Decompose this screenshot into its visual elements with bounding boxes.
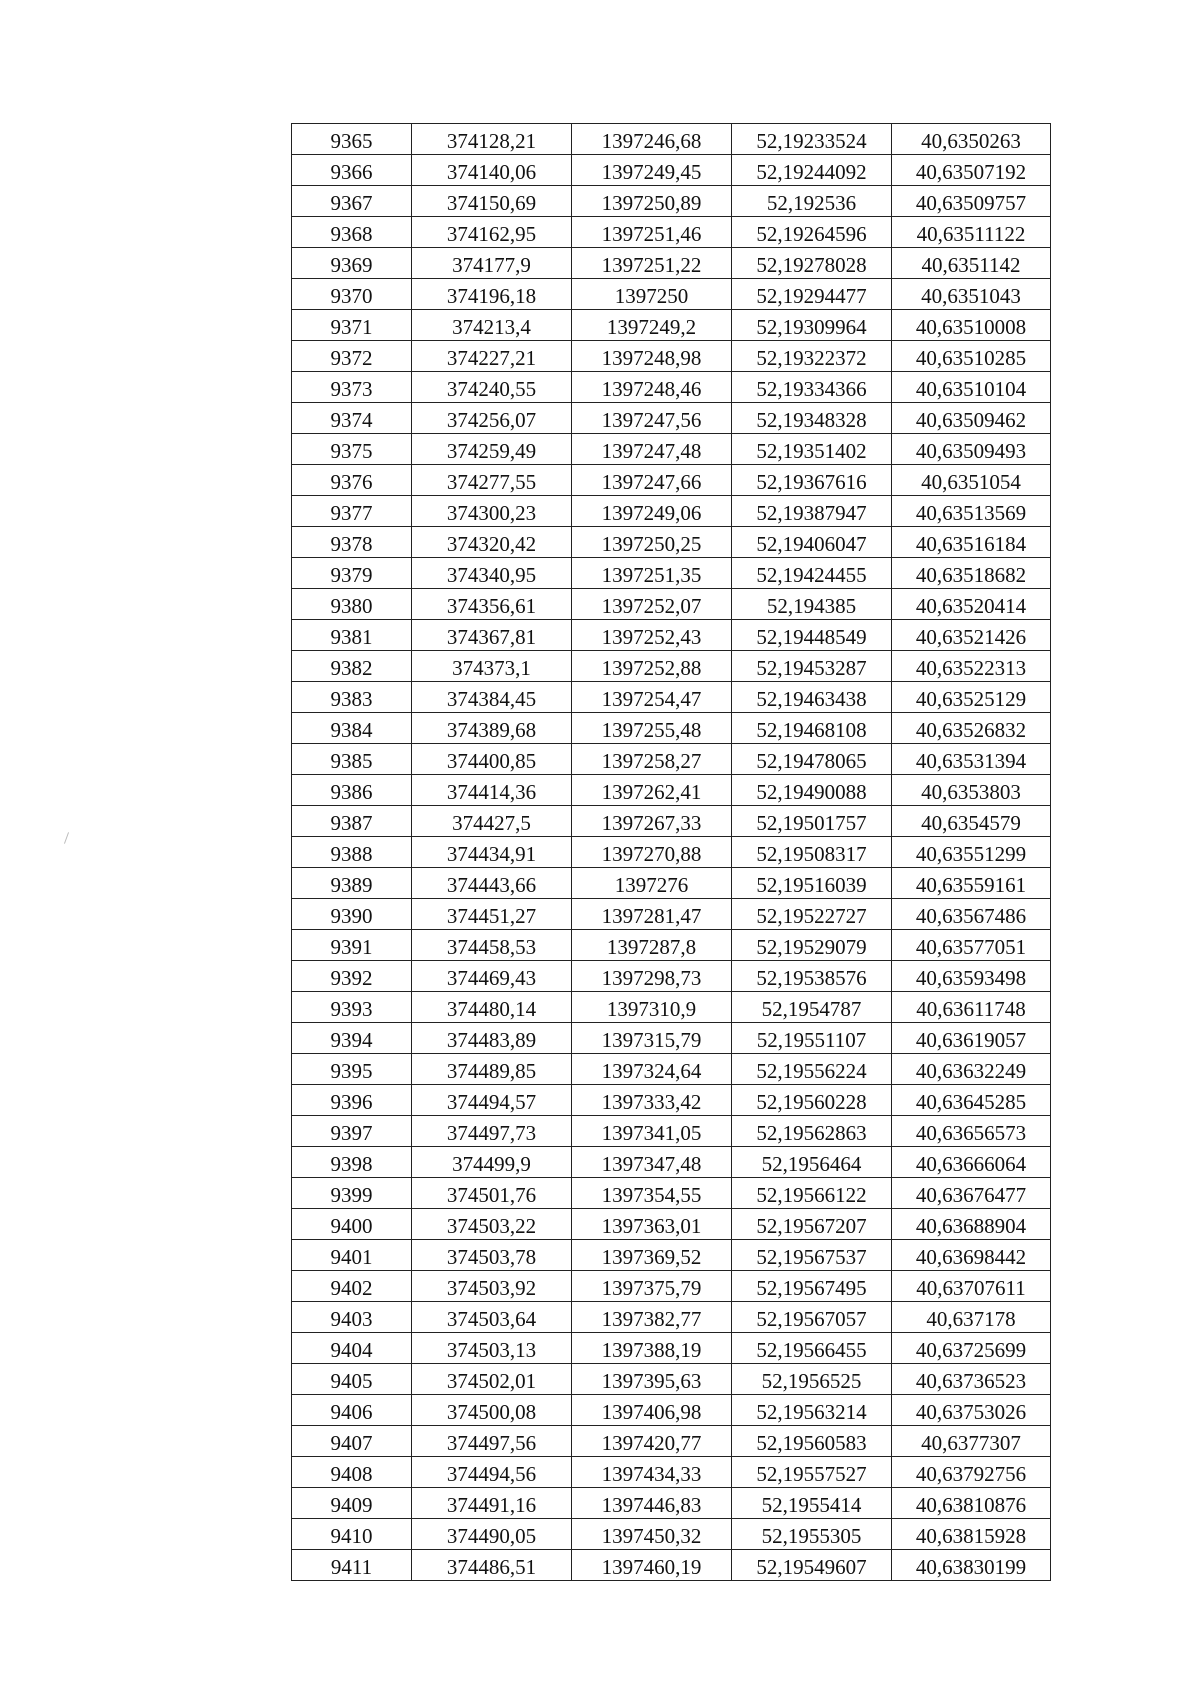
point-number-cell: 9378 <box>292 527 412 558</box>
latitude-cell: 52,19549607 <box>732 1550 892 1581</box>
point-number-cell: 9394 <box>292 1023 412 1054</box>
table-row <box>292 279 1051 310</box>
latitude-cell: 52,1954787 <box>732 992 892 1023</box>
longitude-cell: 40,63619057 <box>892 1023 1051 1054</box>
x-coordinate-cell: 374434,91 <box>412 837 572 868</box>
coordinates-table-body <box>292 124 1051 1581</box>
point-number-cell: 9374 <box>292 403 412 434</box>
table-row <box>292 1023 1051 1054</box>
point-number-cell: 9403 <box>292 1302 412 1333</box>
longitude-cell: 40,63509493 <box>892 434 1051 465</box>
latitude-cell: 52,19551107 <box>732 1023 892 1054</box>
point-number-cell: 9388 <box>292 837 412 868</box>
y-coordinate-cell: 1397252,88 <box>572 651 732 682</box>
table-row <box>292 1457 1051 1488</box>
x-coordinate-cell: 374486,51 <box>412 1550 572 1581</box>
longitude-cell: 40,63753026 <box>892 1395 1051 1426</box>
latitude-cell: 52,192536 <box>732 186 892 217</box>
y-coordinate-cell: 1397247,56 <box>572 403 732 434</box>
point-number-cell: 9400 <box>292 1209 412 1240</box>
y-coordinate-cell: 1397276 <box>572 868 732 899</box>
longitude-cell: 40,63516184 <box>892 527 1051 558</box>
point-number-cell: 9395 <box>292 1054 412 1085</box>
x-coordinate-cell: 374469,43 <box>412 961 572 992</box>
x-coordinate-cell: 374400,85 <box>412 744 572 775</box>
x-coordinate-cell: 374502,01 <box>412 1364 572 1395</box>
latitude-cell: 52,19490088 <box>732 775 892 806</box>
latitude-cell: 52,19463438 <box>732 682 892 713</box>
point-number-cell: 9409 <box>292 1488 412 1519</box>
point-number-cell: 9408 <box>292 1457 412 1488</box>
y-coordinate-cell: 1397270,88 <box>572 837 732 868</box>
point-number-cell: 9383 <box>292 682 412 713</box>
longitude-cell: 40,6353803 <box>892 775 1051 806</box>
latitude-cell: 52,19448549 <box>732 620 892 651</box>
point-number-cell: 9410 <box>292 1519 412 1550</box>
latitude-cell: 52,19560228 <box>732 1085 892 1116</box>
x-coordinate-cell: 374259,49 <box>412 434 572 465</box>
longitude-cell: 40,63526832 <box>892 713 1051 744</box>
point-number-cell: 9366 <box>292 155 412 186</box>
point-number-cell: 9404 <box>292 1333 412 1364</box>
y-coordinate-cell: 1397251,22 <box>572 248 732 279</box>
latitude-cell: 52,19508317 <box>732 837 892 868</box>
longitude-cell: 40,63698442 <box>892 1240 1051 1271</box>
latitude-cell: 52,19566455 <box>732 1333 892 1364</box>
latitude-cell: 52,1955305 <box>732 1519 892 1550</box>
y-coordinate-cell: 1397254,47 <box>572 682 732 713</box>
y-coordinate-cell: 1397252,43 <box>572 620 732 651</box>
table-row <box>292 1116 1051 1147</box>
longitude-cell: 40,6354579 <box>892 806 1051 837</box>
point-number-cell: 9377 <box>292 496 412 527</box>
table-row <box>292 651 1051 682</box>
point-number-cell: 9391 <box>292 930 412 961</box>
point-number-cell: 9381 <box>292 620 412 651</box>
x-coordinate-cell: 374501,76 <box>412 1178 572 1209</box>
table-row <box>292 1054 1051 1085</box>
x-coordinate-cell: 374499,9 <box>412 1147 572 1178</box>
y-coordinate-cell: 1397333,42 <box>572 1085 732 1116</box>
x-coordinate-cell: 374140,06 <box>412 155 572 186</box>
y-coordinate-cell: 1397251,35 <box>572 558 732 589</box>
latitude-cell: 52,19334366 <box>732 372 892 403</box>
latitude-cell: 52,19556224 <box>732 1054 892 1085</box>
y-coordinate-cell: 1397460,19 <box>572 1550 732 1581</box>
latitude-cell: 52,19538576 <box>732 961 892 992</box>
latitude-cell: 52,19264596 <box>732 217 892 248</box>
y-coordinate-cell: 1397310,9 <box>572 992 732 1023</box>
table-row <box>292 589 1051 620</box>
table-row <box>292 248 1051 279</box>
x-coordinate-cell: 374300,23 <box>412 496 572 527</box>
y-coordinate-cell: 1397249,06 <box>572 496 732 527</box>
table-row <box>292 310 1051 341</box>
longitude-cell: 40,6351142 <box>892 248 1051 279</box>
x-coordinate-cell: 374491,16 <box>412 1488 572 1519</box>
table-row <box>292 713 1051 744</box>
longitude-cell: 40,63510285 <box>892 341 1051 372</box>
point-number-cell: 9407 <box>292 1426 412 1457</box>
latitude-cell: 52,19529079 <box>732 930 892 961</box>
table-row <box>292 1178 1051 1209</box>
table-row <box>292 403 1051 434</box>
longitude-cell: 40,637178 <box>892 1302 1051 1333</box>
x-coordinate-cell: 374227,21 <box>412 341 572 372</box>
table-row <box>292 744 1051 775</box>
y-coordinate-cell: 1397251,46 <box>572 217 732 248</box>
table-row <box>292 465 1051 496</box>
latitude-cell: 52,19351402 <box>732 434 892 465</box>
y-coordinate-cell: 1397315,79 <box>572 1023 732 1054</box>
x-coordinate-cell: 374177,9 <box>412 248 572 279</box>
x-coordinate-cell: 374196,18 <box>412 279 572 310</box>
latitude-cell: 52,19563214 <box>732 1395 892 1426</box>
table-row <box>292 217 1051 248</box>
latitude-cell: 52,19367616 <box>732 465 892 496</box>
latitude-cell: 52,1955414 <box>732 1488 892 1519</box>
table-row <box>292 1395 1051 1426</box>
latitude-cell: 52,19501757 <box>732 806 892 837</box>
longitude-cell: 40,63725699 <box>892 1333 1051 1364</box>
longitude-cell: 40,63518682 <box>892 558 1051 589</box>
longitude-cell: 40,63509757 <box>892 186 1051 217</box>
longitude-cell: 40,6377307 <box>892 1426 1051 1457</box>
longitude-cell: 40,6351054 <box>892 465 1051 496</box>
y-coordinate-cell: 1397446,83 <box>572 1488 732 1519</box>
table-row <box>292 434 1051 465</box>
latitude-cell: 52,19567537 <box>732 1240 892 1271</box>
longitude-cell: 40,63510104 <box>892 372 1051 403</box>
point-number-cell: 9385 <box>292 744 412 775</box>
y-coordinate-cell: 1397420,77 <box>572 1426 732 1457</box>
y-coordinate-cell: 1397250,25 <box>572 527 732 558</box>
y-coordinate-cell: 1397249,2 <box>572 310 732 341</box>
latitude-cell: 52,19309964 <box>732 310 892 341</box>
point-number-cell: 9370 <box>292 279 412 310</box>
point-number-cell: 9396 <box>292 1085 412 1116</box>
y-coordinate-cell: 1397258,27 <box>572 744 732 775</box>
longitude-cell: 40,63510008 <box>892 310 1051 341</box>
table-row <box>292 1333 1051 1364</box>
longitude-cell: 40,63611748 <box>892 992 1051 1023</box>
point-number-cell: 9384 <box>292 713 412 744</box>
y-coordinate-cell: 1397248,98 <box>572 341 732 372</box>
latitude-cell: 52,1956525 <box>732 1364 892 1395</box>
table-row <box>292 899 1051 930</box>
x-coordinate-cell: 374150,69 <box>412 186 572 217</box>
table-row <box>292 1426 1051 1457</box>
latitude-cell: 52,19567207 <box>732 1209 892 1240</box>
longitude-cell: 40,63531394 <box>892 744 1051 775</box>
x-coordinate-cell: 374489,85 <box>412 1054 572 1085</box>
table-row <box>292 868 1051 899</box>
x-coordinate-cell: 374373,1 <box>412 651 572 682</box>
x-coordinate-cell: 374497,73 <box>412 1116 572 1147</box>
longitude-cell: 40,63521426 <box>892 620 1051 651</box>
latitude-cell: 52,1956464 <box>732 1147 892 1178</box>
latitude-cell: 52,19516039 <box>732 868 892 899</box>
y-coordinate-cell: 1397369,52 <box>572 1240 732 1271</box>
point-number-cell: 9390 <box>292 899 412 930</box>
longitude-cell: 40,63567486 <box>892 899 1051 930</box>
x-coordinate-cell: 374414,36 <box>412 775 572 806</box>
longitude-cell: 40,63507192 <box>892 155 1051 186</box>
table-row <box>292 775 1051 806</box>
x-coordinate-cell: 374277,55 <box>412 465 572 496</box>
x-coordinate-cell: 374503,64 <box>412 1302 572 1333</box>
longitude-cell: 40,63593498 <box>892 961 1051 992</box>
point-number-cell: 9382 <box>292 651 412 682</box>
y-coordinate-cell: 1397298,73 <box>572 961 732 992</box>
y-coordinate-cell: 1397255,48 <box>572 713 732 744</box>
longitude-cell: 40,63551299 <box>892 837 1051 868</box>
y-coordinate-cell: 1397434,33 <box>572 1457 732 1488</box>
latitude-cell: 52,19562863 <box>732 1116 892 1147</box>
table-row <box>292 341 1051 372</box>
y-coordinate-cell: 1397363,01 <box>572 1209 732 1240</box>
x-coordinate-cell: 374494,57 <box>412 1085 572 1116</box>
latitude-cell: 52,19567057 <box>732 1302 892 1333</box>
x-coordinate-cell: 374213,4 <box>412 310 572 341</box>
longitude-cell: 40,63810876 <box>892 1488 1051 1519</box>
table-row <box>292 1085 1051 1116</box>
x-coordinate-cell: 374240,55 <box>412 372 572 403</box>
latitude-cell: 52,19406047 <box>732 527 892 558</box>
longitude-cell: 40,63830199 <box>892 1550 1051 1581</box>
longitude-cell: 40,63645285 <box>892 1085 1051 1116</box>
x-coordinate-cell: 374494,56 <box>412 1457 572 1488</box>
table-row <box>292 806 1051 837</box>
latitude-cell: 52,19387947 <box>732 496 892 527</box>
y-coordinate-cell: 1397248,46 <box>572 372 732 403</box>
stray-scan-mark <box>64 832 69 844</box>
point-number-cell: 9379 <box>292 558 412 589</box>
longitude-cell: 40,63707611 <box>892 1271 1051 1302</box>
point-number-cell: 9393 <box>292 992 412 1023</box>
longitude-cell: 40,63736523 <box>892 1364 1051 1395</box>
table-row <box>292 1240 1051 1271</box>
latitude-cell: 52,19478065 <box>732 744 892 775</box>
point-number-cell: 9399 <box>292 1178 412 1209</box>
table-row <box>292 1550 1051 1581</box>
table-row <box>292 1147 1051 1178</box>
table-row <box>292 155 1051 186</box>
longitude-cell: 40,63525129 <box>892 682 1051 713</box>
y-coordinate-cell: 1397250,89 <box>572 186 732 217</box>
point-number-cell: 9365 <box>292 124 412 155</box>
table-row <box>292 1364 1051 1395</box>
y-coordinate-cell: 1397252,07 <box>572 589 732 620</box>
y-coordinate-cell: 1397246,68 <box>572 124 732 155</box>
x-coordinate-cell: 374340,95 <box>412 558 572 589</box>
point-number-cell: 9371 <box>292 310 412 341</box>
y-coordinate-cell: 1397395,63 <box>572 1364 732 1395</box>
x-coordinate-cell: 374497,56 <box>412 1426 572 1457</box>
y-coordinate-cell: 1397341,05 <box>572 1116 732 1147</box>
table-row <box>292 930 1051 961</box>
table-row <box>292 558 1051 589</box>
point-number-cell: 9401 <box>292 1240 412 1271</box>
point-number-cell: 9373 <box>292 372 412 403</box>
x-coordinate-cell: 374356,61 <box>412 589 572 620</box>
latitude-cell: 52,19424455 <box>732 558 892 589</box>
longitude-cell: 40,63632249 <box>892 1054 1051 1085</box>
point-number-cell: 9376 <box>292 465 412 496</box>
latitude-cell: 52,19566122 <box>732 1178 892 1209</box>
x-coordinate-cell: 374367,81 <box>412 620 572 651</box>
longitude-cell: 40,63656573 <box>892 1116 1051 1147</box>
y-coordinate-cell: 1397281,47 <box>572 899 732 930</box>
point-number-cell: 9397 <box>292 1116 412 1147</box>
point-number-cell: 9367 <box>292 186 412 217</box>
table-row <box>292 1519 1051 1550</box>
y-coordinate-cell: 1397247,66 <box>572 465 732 496</box>
latitude-cell: 52,19468108 <box>732 713 892 744</box>
y-coordinate-cell: 1397354,55 <box>572 1178 732 1209</box>
table-row <box>292 1209 1051 1240</box>
x-coordinate-cell: 374480,14 <box>412 992 572 1023</box>
x-coordinate-cell: 374490,05 <box>412 1519 572 1550</box>
longitude-cell: 40,6350263 <box>892 124 1051 155</box>
point-number-cell: 9406 <box>292 1395 412 1426</box>
longitude-cell: 40,63509462 <box>892 403 1051 434</box>
x-coordinate-cell: 374458,53 <box>412 930 572 961</box>
latitude-cell: 52,19294477 <box>732 279 892 310</box>
y-coordinate-cell: 1397347,48 <box>572 1147 732 1178</box>
x-coordinate-cell: 374500,08 <box>412 1395 572 1426</box>
y-coordinate-cell: 1397324,64 <box>572 1054 732 1085</box>
x-coordinate-cell: 374427,5 <box>412 806 572 837</box>
table-row <box>292 372 1051 403</box>
table-row <box>292 620 1051 651</box>
latitude-cell: 52,19322372 <box>732 341 892 372</box>
longitude-cell: 40,63577051 <box>892 930 1051 961</box>
latitude-cell: 52,19557527 <box>732 1457 892 1488</box>
point-number-cell: 9389 <box>292 868 412 899</box>
y-coordinate-cell: 1397267,33 <box>572 806 732 837</box>
y-coordinate-cell: 1397247,48 <box>572 434 732 465</box>
longitude-cell: 40,63676477 <box>892 1178 1051 1209</box>
latitude-cell: 52,19244092 <box>732 155 892 186</box>
table-row <box>292 527 1051 558</box>
longitude-cell: 40,63666064 <box>892 1147 1051 1178</box>
y-coordinate-cell: 1397450,32 <box>572 1519 732 1550</box>
y-coordinate-cell: 1397375,79 <box>572 1271 732 1302</box>
x-coordinate-cell: 374451,27 <box>412 899 572 930</box>
longitude-cell: 40,63513569 <box>892 496 1051 527</box>
table-row <box>292 837 1051 868</box>
longitude-cell: 40,6351043 <box>892 279 1051 310</box>
y-coordinate-cell: 1397287,8 <box>572 930 732 961</box>
x-coordinate-cell: 374503,13 <box>412 1333 572 1364</box>
point-number-cell: 9375 <box>292 434 412 465</box>
table-row <box>292 961 1051 992</box>
y-coordinate-cell: 1397382,77 <box>572 1302 732 1333</box>
x-coordinate-cell: 374503,92 <box>412 1271 572 1302</box>
point-number-cell: 9372 <box>292 341 412 372</box>
point-number-cell: 9398 <box>292 1147 412 1178</box>
latitude-cell: 52,19522727 <box>732 899 892 930</box>
x-coordinate-cell: 374320,42 <box>412 527 572 558</box>
latitude-cell: 52,19233524 <box>732 124 892 155</box>
table-row <box>292 1271 1051 1302</box>
y-coordinate-cell: 1397250 <box>572 279 732 310</box>
longitude-cell: 40,63792756 <box>892 1457 1051 1488</box>
x-coordinate-cell: 374256,07 <box>412 403 572 434</box>
longitude-cell: 40,63815928 <box>892 1519 1051 1550</box>
x-coordinate-cell: 374503,78 <box>412 1240 572 1271</box>
longitude-cell: 40,63511122 <box>892 217 1051 248</box>
point-number-cell: 9392 <box>292 961 412 992</box>
table-row <box>292 682 1051 713</box>
point-number-cell: 9402 <box>292 1271 412 1302</box>
latitude-cell: 52,19560583 <box>732 1426 892 1457</box>
table-row <box>292 186 1051 217</box>
point-number-cell: 9369 <box>292 248 412 279</box>
latitude-cell: 52,19567495 <box>732 1271 892 1302</box>
latitude-cell: 52,19348328 <box>732 403 892 434</box>
latitude-cell: 52,194385 <box>732 589 892 620</box>
x-coordinate-cell: 374128,21 <box>412 124 572 155</box>
longitude-cell: 40,63559161 <box>892 868 1051 899</box>
y-coordinate-cell: 1397262,41 <box>572 775 732 806</box>
point-number-cell: 9368 <box>292 217 412 248</box>
coordinates-table <box>291 123 1051 1581</box>
point-number-cell: 9387 <box>292 806 412 837</box>
x-coordinate-cell: 374503,22 <box>412 1209 572 1240</box>
table-row <box>292 992 1051 1023</box>
longitude-cell: 40,63520414 <box>892 589 1051 620</box>
x-coordinate-cell: 374483,89 <box>412 1023 572 1054</box>
longitude-cell: 40,63688904 <box>892 1209 1051 1240</box>
point-number-cell: 9380 <box>292 589 412 620</box>
longitude-cell: 40,63522313 <box>892 651 1051 682</box>
table-row <box>292 1302 1051 1333</box>
x-coordinate-cell: 374389,68 <box>412 713 572 744</box>
point-number-cell: 9386 <box>292 775 412 806</box>
table-row <box>292 124 1051 155</box>
x-coordinate-cell: 374162,95 <box>412 217 572 248</box>
x-coordinate-cell: 374384,45 <box>412 682 572 713</box>
y-coordinate-cell: 1397249,45 <box>572 155 732 186</box>
point-number-cell: 9405 <box>292 1364 412 1395</box>
y-coordinate-cell: 1397406,98 <box>572 1395 732 1426</box>
point-number-cell: 9411 <box>292 1550 412 1581</box>
latitude-cell: 52,19453287 <box>732 651 892 682</box>
table-row <box>292 1488 1051 1519</box>
x-coordinate-cell: 374443,66 <box>412 868 572 899</box>
table-row <box>292 496 1051 527</box>
latitude-cell: 52,19278028 <box>732 248 892 279</box>
y-coordinate-cell: 1397388,19 <box>572 1333 732 1364</box>
